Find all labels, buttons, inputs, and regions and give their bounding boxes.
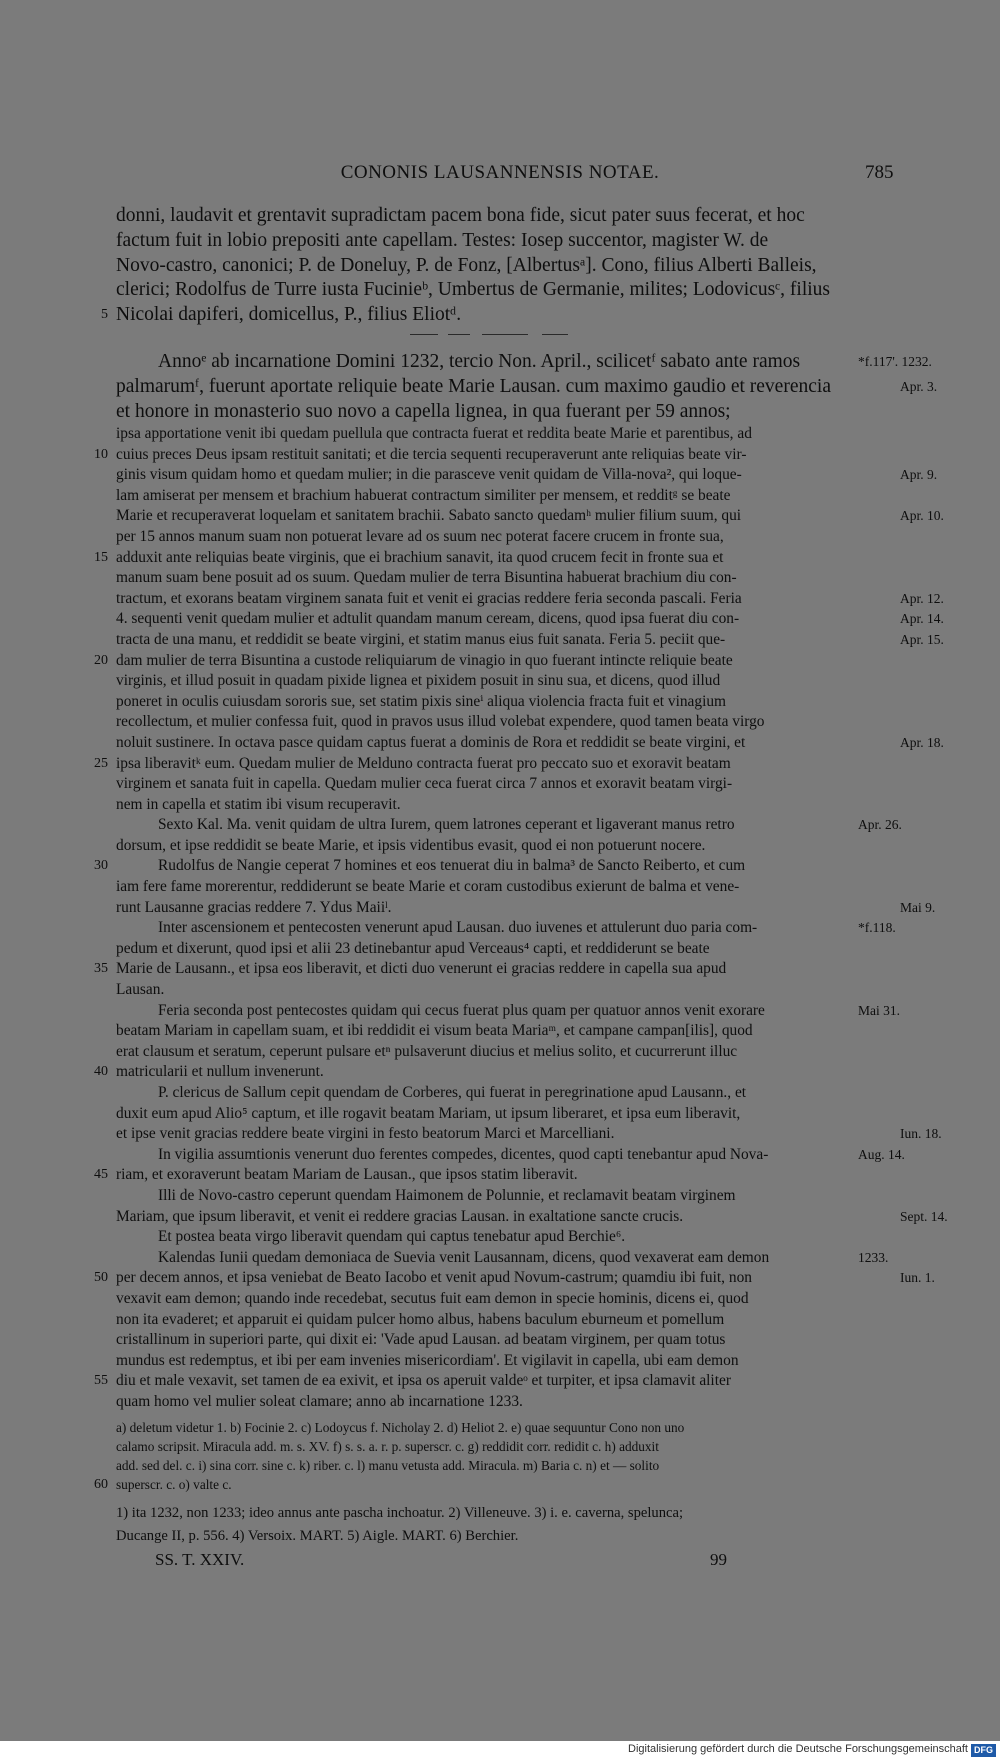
line-text: poneret in oculis cuiusdam sororis sue, set statim pixis sineⁱ aliqua violencia fracta fuit et vinagium [116, 692, 727, 710]
line-number: 50 [94, 1270, 108, 1286]
text-line [94, 445, 896, 466]
text-line [116, 980, 896, 1001]
footnote-line [116, 1456, 896, 1475]
text-line [94, 1268, 935, 1289]
text-line [116, 1207, 948, 1228]
line-number: 55 [94, 1373, 108, 1389]
margin-date: Mai 9. [900, 899, 936, 915]
line-text: tractum, et exorans beatam virginem sanata fuit et venit ei gracias reddere feria seconda pascali. Feria [116, 589, 742, 607]
text-line [94, 1165, 896, 1186]
text-line [94, 959, 896, 980]
line-text: Annoᵉ ab incarnatione Domini 1232, tercio Non. April., scilicetᶠ sabato ante ramos [158, 351, 801, 372]
line-text: Sexto Kal. Ma. venit quidam de ultra Iurem, quem latrones ceperant et ligaverant manus retro [158, 816, 735, 834]
line-text: per 15 annos manum suam non potuerat levare ad os suum nec poterat facere crucem in fronte sua, [116, 527, 724, 545]
text-line [116, 630, 944, 651]
line-text: Mariam, que ipsum liberavit, et venit ei reddere gracias Lausan. in exaltatione sancte crucis. [116, 1207, 684, 1225]
line-text: a) deletum videtur 1. b) Focinie 2. c) Lodoycus f. Nicholay 2. d) Heliot 2. e) quae sequuntur Cono non uno [116, 1420, 685, 1435]
text-line [116, 836, 896, 857]
text-line [116, 774, 896, 795]
line-text: et ipse venit gracias reddere beate virgini in festo beatorum Marci et Marcelliani. [116, 1125, 615, 1143]
line-text: virginis, et illud posuit in quadam pixide lignea et pixidem posuit in sinu sua, et dicens, quod illud [116, 672, 721, 690]
text-line [116, 712, 896, 733]
line-text: Feria seconda post pentecostes quidam qui cecus fuerat plus quam per quatuor annos venit exorare [158, 1001, 765, 1019]
line-text: Lausan. [116, 981, 165, 999]
text-line [116, 1289, 896, 1310]
margin-date: Mai 31. [858, 1002, 900, 1018]
text-line [116, 204, 896, 229]
line-text: Rudolfus de Nangie ceperat 7 homines et eos tenuerat diu in balma³ de Sancto Reiberto, et cum [158, 857, 746, 875]
line-text: duxit eum apud Alio⁵ captum, et ille rogavit beatam Mariam, ut ipsum liberaret, et ipsa eum liberavit, [116, 1104, 741, 1122]
page-number: 785 [865, 162, 894, 183]
margin-date: Apr. 9. [900, 467, 938, 483]
line-number: 10 [94, 446, 108, 462]
critical-apparatus [94, 1418, 896, 1494]
line-text: beatam Mariam in capellam suam, et ibi reddidit ei visum beata Mariaᵐ, et campane campan[ilis], quod [116, 1022, 753, 1040]
text-line [116, 692, 896, 713]
text-line [94, 754, 896, 775]
line-text: Kalendas Iunii quedam demoniaca de Suevia venit Lausannam, dicens, quod vexaverat eam demon [158, 1248, 770, 1266]
footnote-line [94, 1475, 896, 1494]
line-text: ginis visum quidam homo et quedam mulier; in die parasceve venit quidam de Villa-nova², qui loque- [116, 466, 742, 484]
page-footer [0, 1550, 1000, 1574]
margin-date: Apr. 3. [900, 378, 938, 394]
line-text: dorsum, et ipse reddidit se beate Marie, et ipsis videntibus evasit, quod ei non potuerunt nocere. [116, 836, 706, 854]
page-header [0, 162, 1000, 188]
text-line [116, 229, 896, 254]
text-line [116, 486, 896, 507]
margin-date: Apr. 10. [900, 508, 944, 524]
margin-date: 1233. [858, 1249, 889, 1265]
margin-date: Apr. 12. [900, 590, 944, 606]
margin-date: *f.118. [858, 920, 896, 936]
line-text: Novo-castro, canonici; P. de Doneluy, P. de Fonz, [Albertusᵃ]. Cono, filius Alberti Balleis, [116, 254, 817, 276]
text-line [116, 506, 944, 527]
text-line [116, 400, 896, 425]
text-line [116, 1186, 896, 1207]
text-line [116, 1392, 896, 1413]
line-number: 15 [94, 549, 108, 565]
text-line [116, 795, 896, 816]
footnote-line [116, 1437, 896, 1456]
text-line [116, 465, 938, 486]
section-separator [410, 334, 588, 336]
text-line [116, 898, 936, 919]
text-line [116, 1330, 896, 1351]
line-number: 5 [101, 307, 108, 323]
text-line [116, 1145, 905, 1166]
line-text: factum fuit in lobio prepositi ante capellam. Testes: Iosep succentor, magister W. de [116, 229, 769, 251]
miracula-text [94, 424, 948, 1413]
line-text: Et postea beata virgo liberavit quendam qui captus tenebatur apud Berchie⁶. [158, 1228, 626, 1246]
text-line [116, 527, 896, 548]
text-line [116, 1042, 896, 1063]
text-line [116, 568, 896, 589]
text-line [116, 1104, 896, 1125]
text-line [116, 671, 896, 692]
line-text: per decem annos, et ipsa veniebat de Beato Iacobo et venit apud Novum-castrum; quamdiu ibi fuit, non [116, 1269, 752, 1287]
text-line [116, 1021, 896, 1042]
line-text: adduxit ante reliquias beate virginis, que ei brachium sanavit, ita quod crucem fecit in fronte sua et [116, 548, 724, 566]
margin-date: Apr. 26. [858, 817, 902, 833]
text-line [116, 1083, 896, 1104]
note-line: 1) ita 1232, non 1233; ideo annus ante pascha inchoatur. 2) Villeneuve. 3) i. e. caverna, spelunca; [116, 1505, 684, 1521]
margin-date: Aug. 14. [858, 1146, 905, 1162]
historical-notes [116, 1502, 896, 1547]
dfg-logo[interactable]: DFG [971, 1744, 996, 1757]
text-line [116, 589, 944, 610]
margin-date: Iun. 18. [900, 1126, 942, 1142]
text-line [116, 350, 932, 375]
line-number: 40 [94, 1064, 108, 1080]
line-text: Inter ascensionem et pentecosten venerunt apud Lausan. duo iuvenes et attulerunt duo paria com- [158, 919, 758, 937]
line-text: riam, et exoraverunt beatam Mariam de Lausan., que ipsos statim liberavit. [116, 1166, 578, 1184]
text-line [116, 278, 896, 303]
text-line [116, 1310, 896, 1331]
line-text: lam amiserat per mensem et brachium habuerat contractum similiter per mensem, et redditᵍ se beate [116, 486, 731, 504]
line-text: Marie de Lausann., et ipsa eos liberavit, et dicti duo venerunt ei gracias reddere in capella sua apud [116, 960, 727, 978]
text-line [116, 733, 944, 754]
text-line [116, 254, 896, 279]
text-line [94, 1371, 896, 1392]
line-text: vexavit eam demon; quando inde recedebat, secutus fuit eam demon in specie hominis, dicens ei, quod [116, 1289, 749, 1307]
margin-date: *f.117'. 1232. [858, 354, 932, 369]
text-line [116, 424, 896, 445]
text-line [116, 1351, 896, 1372]
running-title: CONONIS LAUSANNENSIS NOTAE. [340, 162, 660, 183]
line-text: et honore in monasterio suo novo a capella lignea, in qua fuerant per 59 annos; [116, 400, 731, 422]
dfg-funding-text: Digitalisierung gefördert durch die Deutsche Forschungsgemeinschaft [628, 1743, 968, 1755]
line-number: 60 [94, 1477, 108, 1492]
text-line [116, 1001, 900, 1022]
line-text: iam fere fame morerentur, reddiderunt se beate Marie et coram custodibus exierunt de balma et vene- [116, 878, 740, 896]
footnote-line [116, 1418, 896, 1437]
line-text: diu et male vexavit, set tamen de ea exivit, et ipsa os aperuit valdeᵒ et turpiter, et ipsa clamavit aliter [116, 1372, 731, 1390]
line-text: clerici; Rodolfus de Turre iusta Fucinieᵇ, Umbertus de Germanie, milites; Lodovicusᶜ, filius [116, 279, 830, 301]
line-text: ipsa liberavitᵏ eum. Quedam mulier de Melduno contracta fuerat pro peccato suo et exoravit beatam [116, 754, 731, 772]
text-line [116, 815, 902, 836]
margin-date: Apr. 18. [900, 734, 944, 750]
continuation-paragraph [101, 204, 896, 328]
line-text: nem in capella et statim ibi visum recuperavit. [116, 795, 401, 813]
text-line [94, 548, 896, 569]
line-text: dam mulier de terra Bisuntina a custode reliquiarum de vinagio in quo fuerant intincte reliquie beate [116, 651, 733, 669]
line-text: noluit sustinere. In octava pasce quidam captus fuerat a dominis de Rora et reddidit se beate virgini, et [116, 733, 746, 751]
margin-date: Sept. 14. [900, 1208, 948, 1224]
line-text: erat clausum et seratum, ceperunt pulsare etⁿ pulsaverunt diucius et melius solito, et cucurrerunt illuc [116, 1042, 738, 1060]
line-text: Illi de Novo-castro ceperunt quendam Haimonem de Polunnie, et reclamavit beatam virginem [158, 1186, 736, 1204]
text-line [116, 877, 896, 898]
line-text: cristallinum in superiori parte, qui dixit ei: 'Vade apud Lausan. ad beatam virginem, per quam totus [116, 1331, 726, 1349]
line-text: donni, laudavit et grentavit supradictam pacem bona fide, sicut pater suus fecerat, et hoc [116, 205, 805, 226]
line-number: 30 [94, 858, 108, 874]
text-line [94, 1062, 896, 1083]
text-line [94, 651, 896, 672]
text-line [116, 375, 938, 400]
text-line [116, 609, 944, 630]
text-line [116, 1124, 942, 1145]
line-text: runt Lausanne gracias reddere 7. Ydus Maiiˡ. [116, 898, 392, 916]
text-line [116, 939, 896, 960]
line-text: tracta de una manu, et reddidit se beate virgini, et statim manus eius fuit sanata. Feria 5. peciit que- [116, 630, 726, 648]
text-line [116, 918, 896, 939]
line-text: superscr. c. o) valte c. [116, 1477, 232, 1492]
margin-date: Apr. 15. [900, 631, 944, 647]
line-text: 4. sequenti venit quedam mulier et adtulit quandam manum ceream, dicens, quod ipsa fuerat diu con- [116, 610, 740, 628]
line-text: cuius preces Deus ipsam restituit sanitati; et die tercia sequenti recuperaverunt ante reliquias beate vir- [116, 445, 747, 463]
line-text: calamo scripsit. Miracula add. m. s. XV. f) s. s. a. r. p. superscr. c. g) reddidit corr. redidit c. h) adduxit [116, 1439, 659, 1454]
line-text: quam homo vel mulier soleat clamare; anno ab incarnatione 1233. [116, 1392, 523, 1410]
line-text: add. sed del. c. i) sina corr. sine c. k) riber. c. l) manu vetusta add. Miracula. m) Baria c. n) et — solito [116, 1458, 660, 1473]
anno-1232-intro [116, 350, 938, 424]
line-text: matricularii et nullum invenerunt. [116, 1063, 324, 1081]
line-number: 20 [94, 652, 108, 668]
line-text: Marie et recuperaverat loquelam et sanitatem brachii. Sabato sancto quedamʰ mulier filium suum, qui [116, 507, 742, 525]
line-text: manum suam bene posuit ad os suum. Quedam mulier de terra Bisuntina habuerat brachium diu con- [116, 569, 737, 587]
sheet-number: 99 [710, 1550, 727, 1569]
line-text: ipsa apportatione venit ibi quedam puellula que contracta fuerat et reddita beate Marie et parentibus, ad [116, 425, 752, 442]
line-text: non ita evaderet; et apparuit ei quidam pulcer homo albus, habens baculum eburneum et pomellum [116, 1310, 725, 1328]
line-number: 35 [94, 961, 108, 977]
margin-date: Apr. 14. [900, 611, 944, 627]
text-line [116, 1248, 896, 1269]
line-number: 45 [94, 1167, 108, 1183]
line-text: virginem et sanata fuit in capella. Quedam mulier ceca fuerat circa 7 annos et exoravit beatam virgi- [116, 775, 733, 793]
line-text: pedum et dixerunt, quod ipsi et alii 23 detinebantur apud Verceaus⁴ capti, et reddiderunt se beate [116, 939, 710, 957]
text-line [116, 1227, 896, 1248]
margin-date: Iun. 1. [900, 1270, 935, 1286]
line-text: recollectum, et mulier confessa fuit, quod in pravos usus illud volebat expendere, quod tamen beata virgo [116, 713, 765, 731]
text-line [94, 856, 896, 877]
line-number: 25 [94, 755, 108, 771]
line-text: Nicolai dapiferi, domicellus, P., filius Eliotᵈ. [116, 304, 462, 326]
line-text: palmarumᶠ, fuerunt aportate reliquie beate Marie Lausan. cum maximo gaudio et reverencia [116, 375, 831, 397]
line-text: In vigilia assumtionis venerunt duo ferentes compedes, dicentes, quod capti tenebantur apud Nova- [158, 1145, 769, 1163]
dfg-funding-bar [0, 1741, 1000, 1761]
note-line: Ducange II, p. 556. 4) Versoix. MART. 5) Aigle. MART. 6) Berchier. [116, 1527, 519, 1544]
line-text: mundus est redemptus, et ibi per eam invenies misericordiam'. Et vigilavit in capella, ubi eam demon [116, 1351, 739, 1369]
line-text: P. clericus de Sallum cepit quendam de Corberes, qui fuerat in peregrinatione apud Lausann., et [158, 1084, 747, 1101]
text-line [101, 303, 896, 328]
volume-signature: SS. T. XXIV. [155, 1550, 245, 1569]
